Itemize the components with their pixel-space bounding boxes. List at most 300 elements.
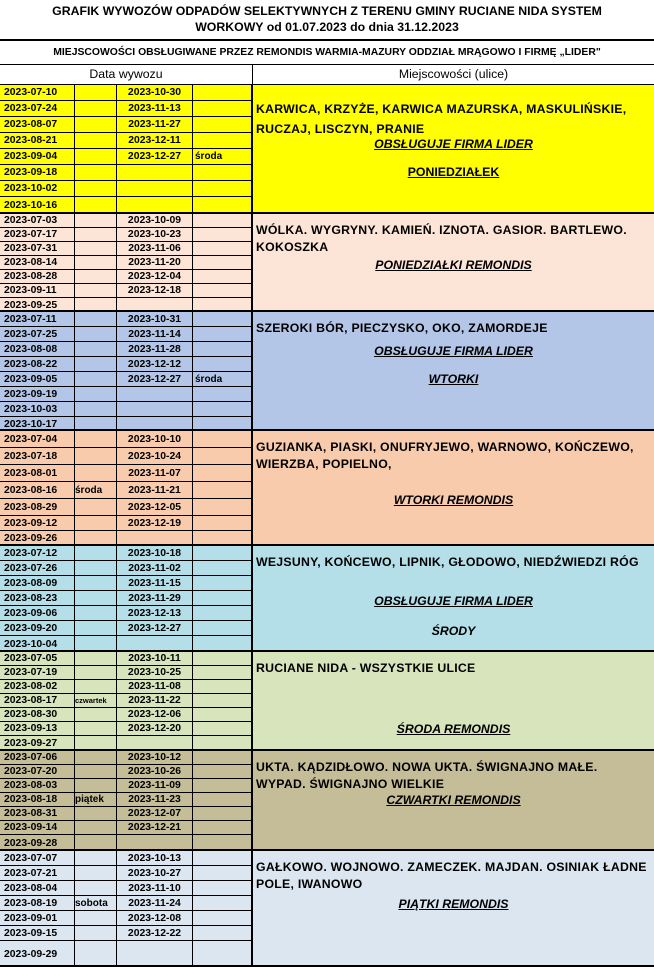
- weekday-note: [75, 165, 117, 180]
- weekday-note: [193, 652, 253, 665]
- date-cell-text: 2023-10-12: [127, 752, 182, 763]
- date-cell-text: 2023-07-03: [4, 215, 58, 226]
- date-cell-text: 2023-07-06: [4, 752, 58, 763]
- date-cell-text: 2023-07-07: [4, 852, 58, 864]
- date-cell: [117, 546, 193, 560]
- date-cell: [0, 165, 75, 180]
- date-cell: [117, 197, 193, 214]
- date-cell: [117, 881, 193, 895]
- weekday-note: [75, 911, 117, 925]
- date-cell: [117, 431, 193, 447]
- date-cell: [0, 941, 75, 967]
- date-cell-text: 2023-10-25: [127, 667, 182, 678]
- date-cell-text: 2023-10-31: [127, 313, 182, 325]
- date-cell-text: 2023-07-04: [4, 433, 58, 445]
- date-cell-text: 2023-10-10: [127, 433, 182, 445]
- day-label: ŚRODY: [431, 624, 476, 638]
- date-cell-text: 2023-09-12: [4, 517, 58, 529]
- places-cell: [253, 214, 654, 310]
- places-cell: [253, 312, 654, 429]
- date-cell: [117, 465, 193, 481]
- weekday-note: [75, 448, 117, 464]
- date-cell-text: 2023-10-02: [4, 183, 58, 194]
- date-row: [0, 270, 253, 284]
- weekday-note: [75, 666, 117, 679]
- weekday-note: [193, 911, 253, 925]
- weekday-note: [75, 117, 117, 132]
- date-cell-text: 2023-08-23: [4, 592, 58, 604]
- date-row: [0, 851, 253, 866]
- weekday-note: [193, 256, 253, 269]
- weekday-note: [193, 896, 253, 910]
- date-cell: [0, 765, 75, 778]
- date-cell: [117, 357, 193, 371]
- weekday-note: [75, 708, 117, 721]
- operator-label: OBSŁUGUJE FIRMA LIDER: [374, 594, 533, 608]
- weekday-note: [193, 793, 253, 806]
- weekday-note: [193, 85, 253, 100]
- date-cell: [117, 228, 193, 241]
- date-row: [0, 181, 253, 197]
- date-row: [0, 881, 253, 896]
- header-places: Miejscowości (ulice): [253, 65, 654, 85]
- date-row: [0, 256, 253, 270]
- weekday-note: [193, 606, 253, 620]
- date-cell: [0, 284, 75, 297]
- date-row: [0, 165, 253, 181]
- date-cell-text: 2023-08-29: [4, 501, 58, 513]
- weekday-note: [75, 417, 117, 431]
- date-cell: [117, 499, 193, 515]
- date-cell: [0, 499, 75, 515]
- date-row: [0, 591, 253, 606]
- date-cell: [0, 866, 75, 880]
- date-cell: [0, 621, 75, 635]
- weekday-note: [75, 298, 117, 312]
- date-cell: [0, 531, 75, 546]
- town-list: WÓLKA. WYGRYNY. KAMIEŃ. IZNOTA. GASIOR. BARTLEWO. KOKOSZKA: [256, 223, 627, 254]
- date-cell: [117, 85, 193, 100]
- date-cell: [117, 911, 193, 925]
- date-cell-text: 2023-07-12: [4, 547, 58, 559]
- date-cell-text: 2023-07-19: [4, 667, 58, 678]
- date-cell-text: 2023-08-31: [4, 808, 58, 819]
- weekday-note: [75, 606, 117, 620]
- date-cell: [0, 835, 75, 851]
- date-cell: [0, 402, 75, 416]
- date-cell: [0, 357, 75, 371]
- date-cell: [0, 228, 75, 241]
- weekday-note: [193, 636, 253, 652]
- date-row: [0, 694, 253, 708]
- date-row: [0, 133, 253, 149]
- town-list: GAŁKOWO. WOJNOWO. ZAMECZEK. MAJDAN. OSINIAK ŁADNE POLE, IWANOWO: [256, 860, 647, 891]
- date-cell: [117, 448, 193, 464]
- weekday-note: [75, 531, 117, 546]
- weekday-note: [75, 242, 117, 255]
- operator-label: OBSŁUGUJE FIRMA LIDER: [374, 137, 533, 151]
- weekday-note: [75, 561, 117, 575]
- date-cell-text: 2023-09-25: [4, 299, 58, 311]
- weekday-note: [75, 694, 117, 707]
- date-cell-text: 2023-12-04: [127, 271, 182, 282]
- weekday-note: [193, 298, 253, 312]
- date-cell: [117, 793, 193, 806]
- date-cell: [0, 736, 75, 751]
- weekday-note: [193, 736, 253, 751]
- places-cell: [253, 431, 654, 544]
- places-cell: [253, 851, 654, 965]
- date-cell-text: 2023-07-17: [4, 229, 58, 240]
- date-cell: [0, 242, 75, 255]
- date-cell-text: 2023-09-20: [4, 622, 58, 634]
- date-cell: [117, 417, 193, 431]
- date-cell-text: 2023-11-21: [128, 484, 181, 496]
- weekday-note: [193, 835, 253, 851]
- date-cell-text: 2023-09-26: [4, 533, 58, 544]
- date-cell-text: 2023-11-08: [128, 681, 181, 692]
- date-cell-text: 2023-09-18: [4, 167, 58, 178]
- date-cell: [0, 561, 75, 575]
- date-cell: [0, 133, 75, 148]
- date-row: [0, 835, 253, 851]
- date-cell: [117, 821, 193, 834]
- weekday-note-text: sobota: [75, 897, 108, 909]
- date-cell: [0, 652, 75, 665]
- schedule-block: [0, 214, 654, 312]
- weekday-note: [193, 372, 253, 386]
- day-label: ŚRODA REMONDIS: [396, 722, 511, 736]
- date-cell-text: 2023-08-21: [4, 135, 58, 146]
- date-cell: [117, 807, 193, 820]
- date-cell-text: 2023-10-26: [127, 766, 182, 777]
- weekday-note-text: środa: [195, 151, 223, 162]
- weekday-note: [193, 242, 253, 255]
- town-list: RUCIANE NIDA - WSZYSTKIE ULICE: [256, 661, 476, 675]
- date-columns: [0, 652, 253, 749]
- date-row: [0, 736, 253, 751]
- date-cell-text: 2023-08-03: [4, 780, 58, 791]
- date-cell-text: 2023-08-22: [4, 358, 58, 370]
- weekday-note: [75, 866, 117, 880]
- date-cell-text: 2023-11-10: [128, 882, 181, 894]
- weekday-note: [75, 807, 117, 820]
- date-cell-text: 2023-09-06: [4, 607, 58, 619]
- weekday-note: [75, 181, 117, 196]
- date-cell: [117, 666, 193, 679]
- date-cell-text: 2023-09-04: [4, 151, 58, 162]
- date-cell: [0, 636, 75, 652]
- weekday-note: [193, 312, 253, 326]
- date-cell-text: 2023-07-31: [4, 243, 58, 254]
- date-row: [0, 606, 253, 621]
- date-cell: [117, 149, 193, 164]
- weekday-note: [75, 342, 117, 356]
- date-cell: [117, 561, 193, 575]
- date-cell-text: 2023-12-12: [127, 358, 182, 370]
- date-row: [0, 636, 253, 652]
- date-cell-text: 2023-08-02: [4, 681, 58, 692]
- date-row: [0, 101, 253, 117]
- date-cell-text: 2023-12-27: [127, 373, 182, 385]
- weekday-note: [75, 402, 117, 416]
- date-cell-text: 2023-11-28: [128, 343, 181, 355]
- weekday-note: [75, 835, 117, 851]
- date-cell: [117, 636, 193, 652]
- date-cell: [0, 387, 75, 401]
- date-row: [0, 465, 253, 482]
- date-cell-text: 2023-11-24: [128, 897, 181, 909]
- date-cell: [0, 896, 75, 910]
- weekday-note: [193, 342, 253, 356]
- date-cell: [117, 606, 193, 620]
- date-cell-text: 2023-10-16: [4, 200, 58, 211]
- date-row: [0, 417, 253, 431]
- date-cell: [117, 312, 193, 326]
- date-cell: [0, 546, 75, 560]
- date-row: [0, 149, 253, 165]
- date-columns: [0, 431, 253, 544]
- date-row: [0, 896, 253, 911]
- date-cell: [117, 896, 193, 910]
- date-row: [0, 911, 253, 926]
- date-cell: [0, 694, 75, 707]
- date-row: [0, 242, 253, 256]
- date-cell: [117, 680, 193, 693]
- date-cell: [117, 576, 193, 590]
- date-cell-text: 2023-08-09: [4, 577, 58, 589]
- weekday-note: [75, 793, 117, 806]
- weekday-note: [193, 284, 253, 297]
- weekday-note: [193, 417, 253, 431]
- weekday-note: [193, 214, 253, 227]
- day-label: PONIEDZIAŁEK: [407, 165, 500, 179]
- date-cell: [0, 465, 75, 481]
- date-row: [0, 342, 253, 357]
- weekday-note: [193, 694, 253, 707]
- date-row: [0, 576, 253, 591]
- town-list: UKTA. KĄDZIDŁOWO. NOWA UKTA. ŚWIGNAJNO MAŁE. WYPAD. ŚWIGNAJNO WIELKIE: [256, 760, 598, 791]
- date-row: [0, 298, 253, 312]
- date-cell: [117, 779, 193, 792]
- date-row: [0, 516, 253, 531]
- weekday-note: [193, 133, 253, 148]
- schedule-block: [0, 851, 654, 967]
- weekday-note: [193, 531, 253, 546]
- date-cell: [0, 256, 75, 269]
- weekday-note: [75, 327, 117, 341]
- weekday-note: [193, 576, 253, 590]
- date-cell: [0, 372, 75, 386]
- date-cell-text: 2023-12-22: [127, 927, 182, 939]
- date-cell: [117, 866, 193, 880]
- weekday-note: [75, 736, 117, 751]
- date-cell-text: 2023-12-13: [127, 607, 182, 619]
- date-cell: [117, 372, 193, 386]
- weekday-note: [75, 516, 117, 530]
- date-cell-text: 2023-09-14: [4, 822, 58, 833]
- date-row: [0, 357, 253, 372]
- date-cell-text: 2023-09-13: [4, 723, 58, 734]
- date-cell-text: 2023-09-29: [4, 948, 58, 960]
- date-cell: [0, 181, 75, 196]
- date-cell: [117, 270, 193, 283]
- date-cell-text: 2023-10-11: [128, 653, 181, 664]
- operator-label: OBSŁUGUJE FIRMA LIDER: [374, 344, 533, 358]
- date-cell-text: 2023-11-15: [128, 577, 181, 589]
- date-cell-text: 2023-07-11: [4, 313, 57, 325]
- date-cell: [0, 911, 75, 925]
- day-label: PIĄTKI REMONDIS: [398, 897, 509, 911]
- date-cell-text: 2023-07-18: [4, 450, 58, 462]
- weekday-note: [193, 270, 253, 283]
- date-row: [0, 621, 253, 636]
- date-row: [0, 197, 253, 214]
- date-cell-text: 2023-08-01: [4, 467, 58, 479]
- weekday-note: [75, 926, 117, 940]
- weekday-note: [193, 666, 253, 679]
- schedule-block: [0, 312, 654, 431]
- weekday-note: [193, 941, 253, 967]
- day-label: WTORKI REMONDIS: [393, 493, 514, 507]
- weekday-note: [75, 149, 117, 164]
- date-cell-text: 2023-10-30: [127, 87, 182, 98]
- date-row: [0, 117, 253, 133]
- date-cell: [0, 270, 75, 283]
- date-row: [0, 284, 253, 298]
- weekday-note: [75, 881, 117, 895]
- weekday-note: [193, 357, 253, 371]
- date-cell: [117, 133, 193, 148]
- date-cell-text: 2023-09-27: [4, 738, 58, 749]
- date-cell-text: 2023-12-20: [127, 723, 182, 734]
- weekday-note: [193, 866, 253, 880]
- date-cell: [0, 680, 75, 693]
- date-row: [0, 722, 253, 736]
- date-cell: [117, 327, 193, 341]
- schedule-block: [0, 431, 654, 546]
- date-cell: [117, 751, 193, 764]
- weekday-note: [193, 402, 253, 416]
- date-cell: [0, 606, 75, 620]
- weekday-note: [75, 765, 117, 778]
- weekday-note: [193, 926, 253, 940]
- date-cell: [0, 576, 75, 590]
- date-row: [0, 431, 253, 448]
- weekday-note: [75, 851, 117, 865]
- title-line-2: WORKOWY od 01.07.2023 do dnia 31.12.2023: [195, 19, 459, 34]
- town-list: KARWICA, KRZYŻE, KARWICA MAZURSKA, MASKULIŃSKIE, RUCZAJ, LISCZYN, PRANIE: [256, 102, 627, 136]
- date-row: [0, 327, 253, 342]
- date-cell: [0, 117, 75, 132]
- weekday-note: [75, 312, 117, 326]
- date-cell-text: 2023-12-06: [127, 709, 182, 720]
- weekday-note: [75, 636, 117, 652]
- weekday-note: [193, 149, 253, 164]
- date-cell-text: 2023-08-17: [4, 695, 58, 706]
- date-row: [0, 793, 253, 807]
- date-cell-text: 2023-12-27: [127, 622, 182, 634]
- document-title: [0, 0, 654, 40]
- date-row: [0, 448, 253, 465]
- weekday-note: [75, 256, 117, 269]
- date-cell-text: 2023-07-10: [4, 87, 58, 98]
- weekday-note: [193, 722, 253, 735]
- date-row: [0, 85, 253, 101]
- date-cell: [117, 708, 193, 721]
- weekday-note: [75, 821, 117, 834]
- date-cell: [0, 807, 75, 820]
- weekday-note: [75, 387, 117, 401]
- weekday-note: [193, 680, 253, 693]
- date-cell-text: 2023-07-24: [4, 103, 58, 114]
- weekday-note: [193, 228, 253, 241]
- weekday-note: [193, 482, 253, 498]
- weekday-note-text: środa: [75, 484, 103, 496]
- date-row: [0, 482, 253, 499]
- header-dates: Data wywozu: [0, 65, 253, 85]
- date-cell-text: 2023-11-20: [128, 257, 181, 268]
- weekday-note: [193, 327, 253, 341]
- schedule-block: [0, 751, 654, 851]
- date-cell-text: 2023-08-16: [4, 484, 58, 496]
- weekday-note-text: środa: [195, 373, 223, 385]
- weekday-note: [75, 722, 117, 735]
- date-cell-text: 2023-10-04: [4, 638, 58, 650]
- date-cell: [0, 101, 75, 116]
- date-cell: [117, 242, 193, 255]
- weekday-note: [193, 165, 253, 180]
- date-row: [0, 821, 253, 835]
- weekday-note: [75, 284, 117, 297]
- schedule-block: [0, 85, 654, 214]
- date-cell-text: 2023-09-11: [4, 285, 57, 296]
- document-subtitle: MIEJSCOWOŚCI OBSŁUGIWANE PRZEZ REMONDIS WARMIA-MAZURY ODDZIAŁ MRĄGOWO I FIRMĘ „LIDER": [0, 40, 654, 65]
- weekday-note: [193, 561, 253, 575]
- date-cell-text: 2023-11-07: [128, 467, 181, 479]
- title-line-1: GRAFIK WYWOZÓW ODPADÓW SELEKTYWNYCH Z TERENU GMINY RUCIANE NIDA SYSTEM: [52, 4, 602, 18]
- date-cell: [0, 448, 75, 464]
- date-cell-text: 2023-09-01: [4, 912, 58, 924]
- weekday-note: [193, 516, 253, 530]
- date-cell-text: 2023-12-08: [127, 912, 182, 924]
- date-cell-text: 2023-11-29: [128, 592, 181, 604]
- date-row: [0, 312, 253, 327]
- date-row: [0, 214, 253, 228]
- places-cell: [253, 652, 654, 749]
- weekday-note: [193, 101, 253, 116]
- weekday-note: [193, 621, 253, 635]
- date-cell: [117, 531, 193, 546]
- weekday-note: [75, 680, 117, 693]
- date-cell: [0, 881, 75, 895]
- date-columns: [0, 751, 253, 849]
- date-row: [0, 941, 253, 967]
- date-cell: [0, 298, 75, 312]
- date-row: [0, 666, 253, 680]
- date-cell: [0, 197, 75, 214]
- date-cell-text: 2023-10-09: [127, 215, 182, 226]
- date-cell-text: 2023-12-18: [127, 285, 182, 296]
- date-cell-text: 2023-07-20: [4, 766, 58, 777]
- date-cell: [117, 652, 193, 665]
- date-cell: [117, 181, 193, 196]
- date-cell-text: 2023-11-09: [128, 780, 181, 791]
- date-cell-text: 2023-10-03: [4, 403, 58, 415]
- town-list: GUZIANKA, PIASKI, ONUFRYJEWO, WARNOWO, KOŃCZEWO, WIERZBA, POPIELNO,: [256, 440, 634, 471]
- date-cell: [117, 298, 193, 312]
- places-cell: [253, 546, 654, 650]
